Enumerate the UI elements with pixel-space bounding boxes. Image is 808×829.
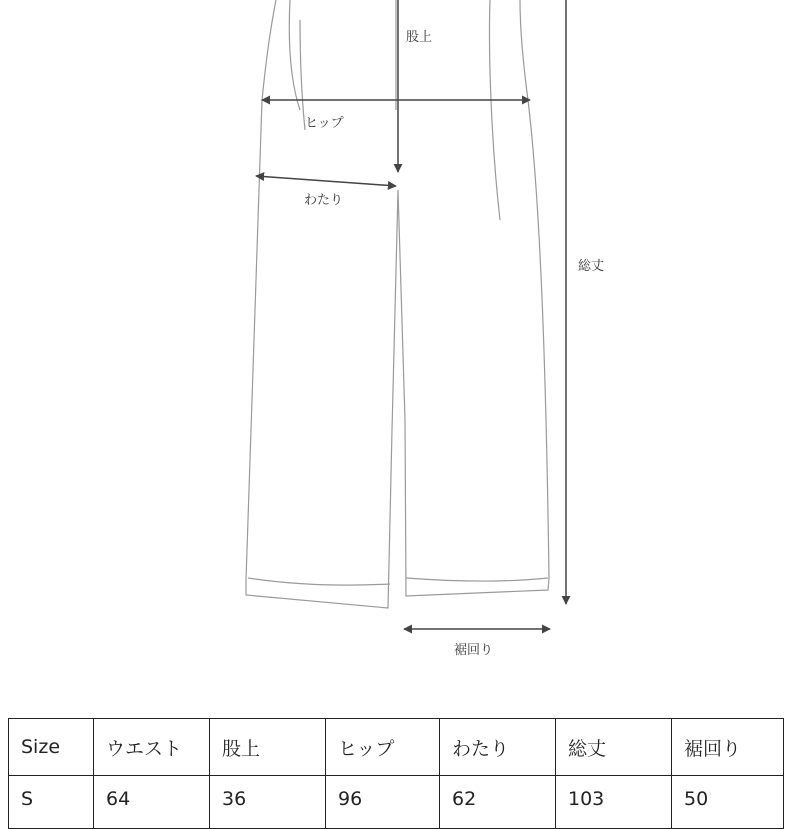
value-cell: 64: [94, 776, 210, 829]
size-table-header-row: [9, 719, 784, 776]
header-cell: ヒップ: [326, 719, 440, 776]
rise-label: 股上: [406, 30, 433, 45]
value-cell: 62: [440, 776, 556, 829]
header-cell: 裾回り: [672, 719, 784, 776]
total-length-label: 総丈: [578, 259, 605, 274]
value-cell: 36: [210, 776, 326, 829]
hip-label: ヒップ: [305, 116, 344, 131]
value-cell: 103: [556, 776, 672, 829]
value-cell: 96: [326, 776, 440, 829]
header-cell: 総丈: [556, 719, 672, 776]
header-cell: ウエスト: [94, 719, 210, 776]
header-cell: わたり: [440, 719, 556, 776]
header-cell: Size: [9, 719, 94, 776]
thigh-label: わたり: [304, 193, 344, 208]
hem-label: 裾回り: [454, 643, 494, 658]
size-table: [8, 718, 784, 829]
value-cell: S: [9, 776, 94, 829]
size-table-row: [9, 776, 784, 829]
header-cell: 股上: [210, 719, 326, 776]
thigh-arrow: [256, 176, 396, 186]
value-cell: 50: [672, 776, 784, 829]
